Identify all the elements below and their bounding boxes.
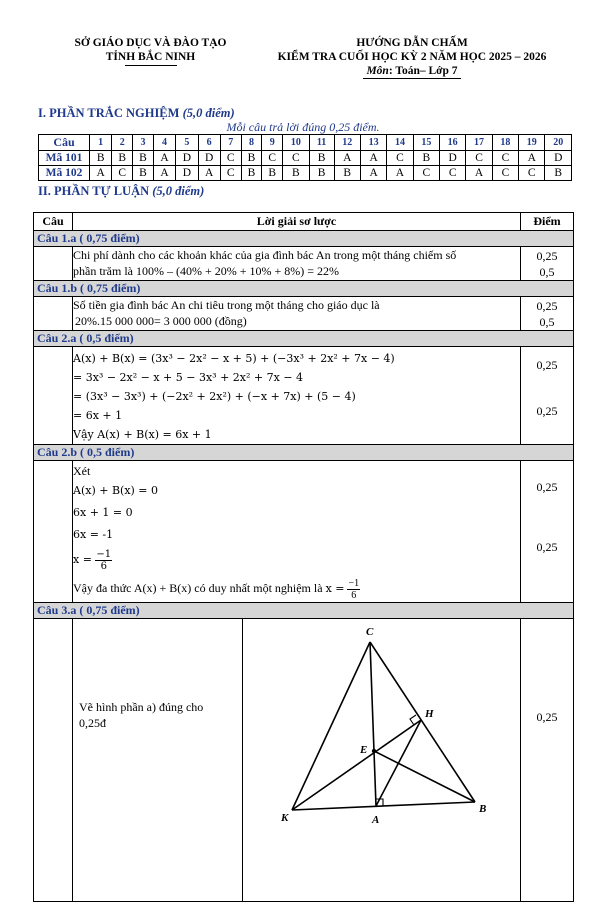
math-lhs: x = <box>73 553 92 566</box>
points-cell <box>521 297 574 331</box>
q-number: 16 <box>440 135 466 151</box>
answer-cell: C <box>112 166 133 181</box>
issuer-department: SỞ GIÁO DỤC VÀ ĐÀO TẠO <box>74 37 227 49</box>
solution-line: phần trăm là 100% – (40% + 20% + 10% + 8%) = 22% <box>73 264 340 278</box>
solution-cell <box>73 297 521 331</box>
math-line: 6x = -1 <box>73 528 114 541</box>
answer-cell: C <box>220 151 241 166</box>
subject-value: : Toán– Lớp 7 <box>388 65 458 77</box>
section1-score: (5,0 điểm) <box>182 106 235 120</box>
answer-cell: C <box>283 151 309 166</box>
points-value: 0,25 <box>536 540 558 554</box>
geometry-figure <box>243 619 520 901</box>
segment-ck <box>292 642 370 810</box>
section1-note-text: Mỗi câu trả lời đúng 0,25 điểm. <box>226 120 380 134</box>
label-b: B <box>479 803 487 815</box>
exam-code: Mã 102 <box>39 166 90 181</box>
part-title: Câu 1.b ( 0,75 điểm) <box>34 281 574 297</box>
part-2a-row <box>34 347 574 445</box>
q-number: 4 <box>153 135 175 151</box>
points-value: 0,25 <box>536 404 558 418</box>
fraction-denominator: 6 <box>351 589 357 601</box>
exam-code: Mã 101 <box>39 151 90 166</box>
solution-cell <box>73 347 521 445</box>
empty-cell <box>34 619 73 902</box>
q-number: 17 <box>466 135 492 151</box>
figure-note-line: 0,25đ <box>79 716 106 730</box>
col-solution: Lời giải sơ lược <box>73 213 521 231</box>
part-2b-title-row <box>34 445 574 461</box>
q-number: 13 <box>360 135 386 151</box>
segment-ca <box>370 642 376 806</box>
triangle-figure <box>243 619 520 825</box>
math-lhs: x = <box>325 582 345 595</box>
points-value: 0,25 <box>536 710 558 724</box>
q-number: 19 <box>519 135 545 151</box>
solution-cell <box>73 619 521 902</box>
part-1b-row <box>34 297 574 331</box>
solution-header-row <box>34 213 574 231</box>
answer-cell: B <box>545 166 572 181</box>
col-points: Điểm <box>521 213 574 231</box>
q-number: 10 <box>283 135 309 151</box>
fraction <box>95 549 112 572</box>
empty-cell <box>34 347 73 445</box>
part-3a-title-row <box>34 603 574 619</box>
answer-header-row <box>39 135 572 151</box>
answer-cell: C <box>387 151 413 166</box>
answer-cell: A <box>519 151 545 166</box>
math-line: = (3x³ − 3x³) + (−2x² + 2x²) + (−x + 7x) + (5 − 4) <box>73 390 356 403</box>
figure-note-line: Vẽ hình phần a) đúng cho <box>79 700 204 714</box>
subject-label: Môn <box>366 65 389 77</box>
points-cell <box>521 347 574 445</box>
points-value: 0,5 <box>539 265 555 279</box>
answer-cell: B <box>112 151 133 166</box>
answer-cell: B <box>133 166 154 181</box>
answer-cell: D <box>440 151 466 166</box>
q-number: 20 <box>545 135 572 151</box>
answer-cell: A <box>198 166 220 181</box>
answer-cell: C <box>519 166 545 181</box>
solution-line: Số tiền gia đình bác An chi tiêu trong một tháng cho giáo dục là <box>73 298 380 312</box>
answer-cell: A <box>90 166 112 181</box>
label-a: A <box>372 814 380 825</box>
col-cau: Câu <box>34 213 73 231</box>
empty-cell <box>34 247 73 281</box>
section2-title-text: II. PHẦN TỰ LUẬN <box>38 184 150 198</box>
answer-cell: B <box>241 166 262 181</box>
fraction-numerator: −1 <box>348 577 360 589</box>
answer-cell: B <box>309 166 334 181</box>
exam-title: KIỂM TRA CUỐI HỌC KỲ 2 NĂM HỌC 2025 – 2026 <box>277 51 547 63</box>
solution-table <box>33 212 574 902</box>
part-title: Câu 2.b ( 0,5 điểm) <box>34 445 574 461</box>
section2-title <box>38 184 204 199</box>
part-title: Câu 1.a ( 0,75 điểm) <box>34 231 574 247</box>
answer-cell: C <box>413 166 439 181</box>
math-line-fraction <box>73 546 520 574</box>
part-1b-title-row <box>34 281 574 297</box>
fraction-numerator: −1 <box>96 548 112 560</box>
math-line: 6x + 1 = 0 <box>73 506 133 519</box>
part-1a-title-row <box>34 231 574 247</box>
q-number: 9 <box>262 135 283 151</box>
answer-cell: C <box>262 151 283 166</box>
math-line: = 6x + 1 <box>73 409 123 422</box>
answer-cell: B <box>90 151 112 166</box>
solution-line: Xét <box>73 464 91 478</box>
answer-cell: A <box>153 166 175 181</box>
point-e <box>372 749 376 753</box>
q-number: 6 <box>198 135 220 151</box>
q-number: 5 <box>176 135 198 151</box>
issuer-underline <box>125 65 177 66</box>
label-e: E <box>360 744 368 756</box>
q-number: 8 <box>241 135 262 151</box>
answer-cell: D <box>176 151 198 166</box>
answer-cell: B <box>309 151 334 166</box>
points-cell <box>521 247 574 281</box>
points-cell <box>521 619 574 902</box>
doc-type: HƯỚNG DẪN CHẤM <box>356 37 468 49</box>
empty-cell <box>34 297 73 331</box>
q-number: 15 <box>413 135 439 151</box>
answer-cell: B <box>283 166 309 181</box>
document-header <box>0 36 606 84</box>
answer-cell: D <box>545 151 572 166</box>
part-2b-row <box>34 461 574 603</box>
math-line: = 3x³ − 2x² − x + 5 − 3x³ + 2x² + 7x − 4 <box>73 371 304 384</box>
points-value: 0,25 <box>536 249 558 263</box>
exam-title-block <box>262 36 562 79</box>
section1-note <box>0 120 606 135</box>
conclusion-line <box>73 574 520 602</box>
section1-title-text: I. PHẦN TRẮC NGHIỆM <box>38 106 180 120</box>
points-value: 0,25 <box>536 480 558 494</box>
q-number: 11 <box>309 135 334 151</box>
answer-cell: B <box>334 166 360 181</box>
answer-cell: C <box>492 166 518 181</box>
fraction-denominator: 6 <box>100 560 107 572</box>
answer-cell: C <box>440 166 466 181</box>
section2-score: (5,0 điểm) <box>152 184 205 198</box>
q-number: 3 <box>133 135 154 151</box>
points-value: 0,25 <box>536 358 558 372</box>
part-3a-row <box>34 619 574 902</box>
points-value: 0,25 <box>536 299 558 313</box>
answer-cell: B <box>133 151 154 166</box>
solution-cell <box>73 247 521 281</box>
answer-cell: B <box>241 151 262 166</box>
answer-cell: B <box>413 151 439 166</box>
conclusion-text: Vậy đa thức A(x) + B(x) có duy nhất một nghiệm là <box>73 581 323 595</box>
q-number: 1 <box>90 135 112 151</box>
solution-cell <box>73 461 521 603</box>
label-c: C <box>366 626 374 638</box>
answer-cell: A <box>360 166 386 181</box>
answer-cell: D <box>198 151 220 166</box>
answer-cell: C <box>492 151 518 166</box>
issuer-province: TỈNH BẮC NINH <box>105 51 196 63</box>
math-line: Vậy A(x) + B(x) = 6x + 1 <box>73 428 212 441</box>
math-line: A(x) + B(x) = (3x³ − 2x² − x + 5) + (−3x³ + 2x² + 7x − 4) <box>73 352 395 365</box>
part-title: Câu 2.a ( 0,5 điểm) <box>34 331 574 347</box>
solution-line: 20%.15 000 000= 3 000 000 (đồng) <box>75 314 247 328</box>
answer-cell: A <box>360 151 386 166</box>
answer-cell: C <box>220 166 241 181</box>
part-2a-title-row <box>34 331 574 347</box>
figure-note <box>73 619 243 901</box>
segment-cb <box>370 642 475 802</box>
answer-cell: B <box>262 166 283 181</box>
answer-header-label: Câu <box>39 135 90 151</box>
part-1a-row <box>34 247 574 281</box>
segment-eb <box>374 751 475 802</box>
answer-key-table <box>38 134 572 181</box>
answer-cell: A <box>387 166 413 181</box>
points-value: 0,5 <box>539 315 555 329</box>
math-line: A(x) + B(x) = 0 <box>73 484 159 497</box>
empty-cell <box>34 461 73 603</box>
answer-row-101 <box>39 151 572 166</box>
label-h: H <box>425 708 434 720</box>
answer-cell: D <box>176 166 198 181</box>
label-k: K <box>281 812 289 824</box>
part-title: Câu 3.a ( 0,75 điểm) <box>34 603 574 619</box>
q-number: 14 <box>387 135 413 151</box>
q-number: 12 <box>334 135 360 151</box>
answer-cell: A <box>334 151 360 166</box>
solution-line: Chi phí dành cho các khoản khác của gia đình bác An trong một tháng chiếm số <box>73 248 457 262</box>
q-number: 18 <box>492 135 518 151</box>
section1-title <box>38 106 235 121</box>
subject-line <box>363 64 460 79</box>
points-cell <box>521 461 574 603</box>
q-number: 7 <box>220 135 241 151</box>
answer-cell: C <box>466 151 492 166</box>
fraction <box>347 578 360 601</box>
answer-cell: A <box>466 166 492 181</box>
answer-row-102 <box>39 166 572 181</box>
q-number: 2 <box>112 135 133 151</box>
answer-cell: A <box>153 151 175 166</box>
issuer-block <box>38 36 263 66</box>
